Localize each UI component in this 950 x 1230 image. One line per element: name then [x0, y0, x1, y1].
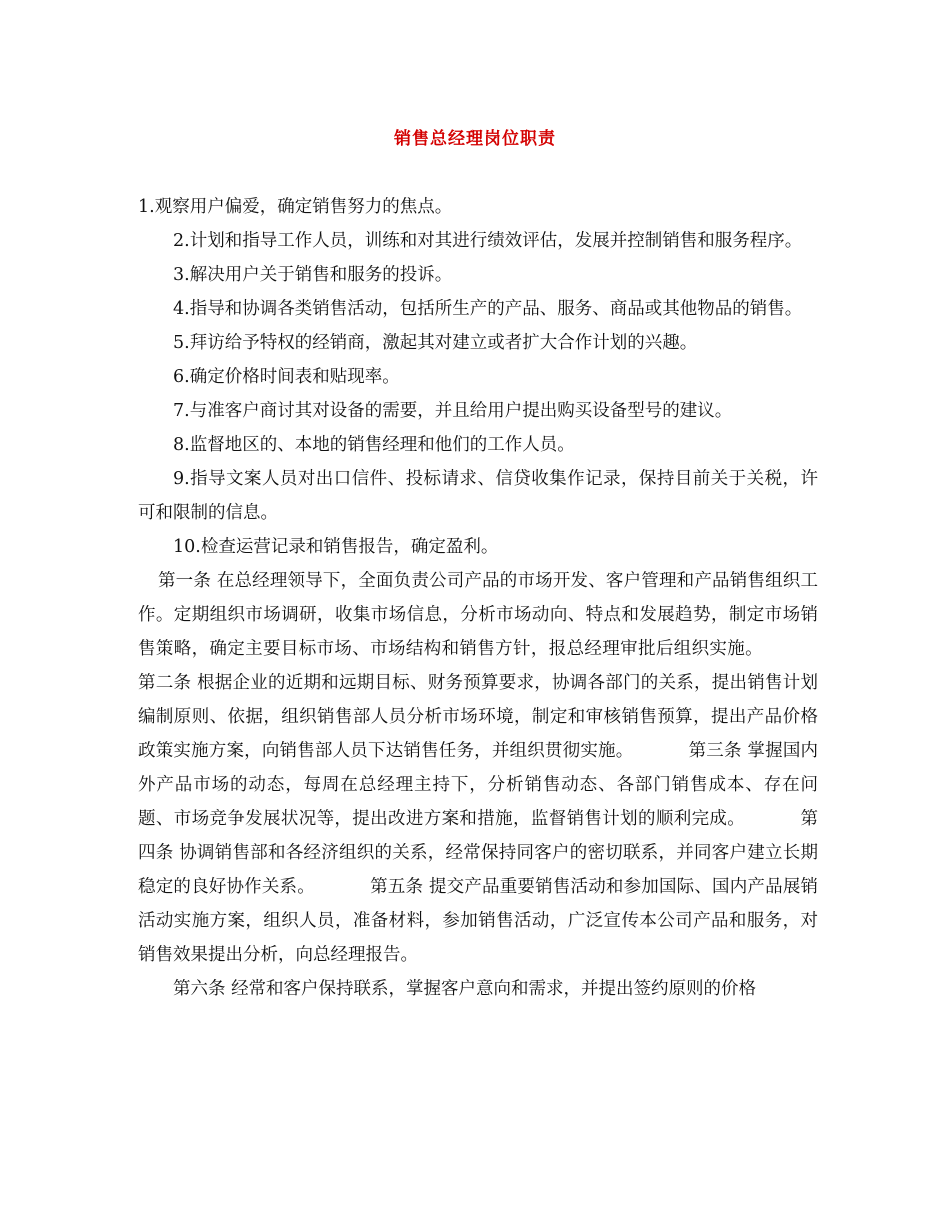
duty-item-2: 2.计划和指导工作人员，训练和对其进行绩效评估，发展并控制销售和服务程序。 [173, 231, 803, 251]
duty-item-1: 1.观察用户偏爱，确定销售努力的焦点。 [138, 197, 453, 217]
duty-item-6: 6.确定价格时间表和贴现率。 [173, 367, 400, 387]
duty-item-5: 5.拜访给予特权的经销商，激起其对建立或者扩大合作计划的兴趣。 [173, 333, 698, 353]
article-3: 第三条 掌握国内外产品市场的动态，每周在总经理主持下，分析销售动态、各部门销售成本、存在问题、市场竞争发展状况等，提出改进方案和措施，监督销售计划的顺利完成。 [138, 741, 819, 829]
duty-item-4: 4.指导和协调各类销售活动，包括所生产的产品、服务、商品或其他物品的销售。 [173, 299, 803, 319]
articles-paragraph [138, 564, 818, 972]
article-4: 第四条 协调销售部和各经济组织的关系，经常保持同客户的密切联系，并同客户建立长期稳定的良好协作关系。 [138, 809, 818, 897]
duty-item-10: 10.检查运营记录和销售报告，确定盈利。 [173, 537, 499, 557]
document-body [138, 190, 818, 1006]
duty-item-3: 3.解决用户关于销售和服务的投诉。 [173, 265, 453, 285]
duty-item-8: 8.监督地区的、本地的销售经理和他们的工作人员。 [173, 435, 575, 455]
article-6: 第六条 经常和客户保持联系，掌握客户意向和需求，并提出签约原则的价格 [173, 979, 757, 999]
article-1: 第一条 在总经理领导下，全面负责公司产品的市场开发、客户管理和产品销售组织工作。定期组织市场调研，收集市场信息，分析市场动向、特点和发展趋势，制定市场销售策略，确定主要目标市场、市场结构和销售方针，报总经理审批后组织实施。 [138, 571, 818, 659]
article-5: 第五条 提交产品重要销售活动和参加国际、国内产品展销活动实施方案，组织人员，准备材料，参加销售活动，广泛宣传本公司产品和服务，对销售效果提出分析，向总经理报告。 [138, 877, 819, 965]
duty-item-9: 9.指导文案人员对出口信件、投标请求、信贷收集作记录，保持目前关于关税，许可和限制的信息。 [138, 469, 818, 523]
document-title: 销售总经理岗位职责 [394, 129, 556, 149]
duty-item-7: 7.与准客户商讨其对设备的需要，并且给用户提出购买设备型号的建议。 [173, 401, 733, 421]
article-2: 第二条 根据企业的近期和远期目标、财务预算要求，协调各部门的关系，提出销售计划编制原则、依据，组织销售部人员分析市场环境，制定和审核销售预算，提出产品价格政策实施方案，向销售部人员下达销售任务，并组织贯彻实施。 [138, 673, 818, 761]
